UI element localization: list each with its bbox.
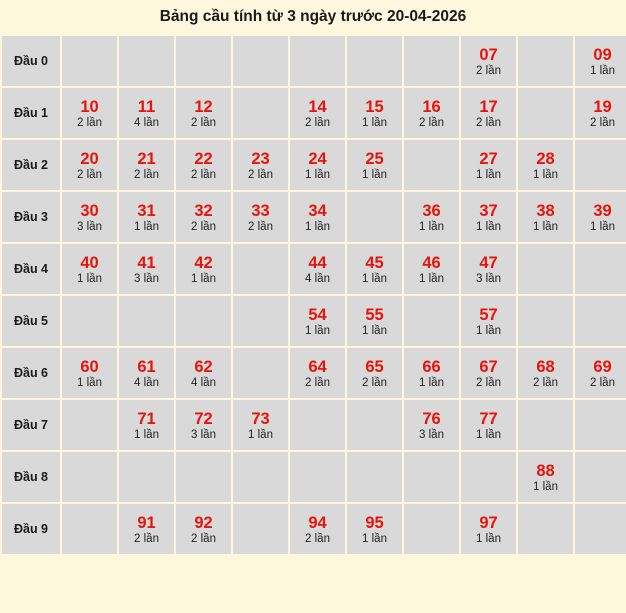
number-cell[interactable] <box>347 140 402 190</box>
page-title: Bảng cầu tính từ 3 ngày trước 20-04-2026 <box>0 0 626 34</box>
cell-count: 1 lần <box>305 221 330 233</box>
number-cell[interactable] <box>404 348 459 398</box>
number-cell[interactable] <box>176 400 231 450</box>
cell-number: 33 <box>251 202 270 220</box>
cell-number: 95 <box>365 514 384 532</box>
number-cell[interactable] <box>176 192 231 242</box>
number-cell[interactable] <box>404 400 459 450</box>
empty-cell <box>233 452 288 502</box>
number-cell[interactable] <box>62 348 117 398</box>
cell-count: 1 lần <box>419 221 444 233</box>
empty-cell <box>518 504 573 554</box>
cell-count: 2 lần <box>248 221 273 233</box>
number-cell[interactable] <box>233 192 288 242</box>
empty-cell <box>518 244 573 294</box>
number-cell[interactable] <box>518 140 573 190</box>
cell-number: 65 <box>365 358 384 376</box>
cell-count: 2 lần <box>305 533 330 545</box>
number-cell[interactable] <box>290 192 345 242</box>
cell-count: 1 lần <box>77 273 102 285</box>
empty-cell <box>176 36 231 86</box>
cell-count: 4 lần <box>305 273 330 285</box>
cell-number: 42 <box>194 254 213 272</box>
number-cell[interactable] <box>119 140 174 190</box>
cell-number: 11 <box>137 98 156 116</box>
number-cell[interactable] <box>290 244 345 294</box>
number-cell[interactable] <box>518 348 573 398</box>
cell-count: 1 lần <box>476 221 501 233</box>
cell-number: 30 <box>80 202 99 220</box>
cell-count: 4 lần <box>134 117 159 129</box>
cell-count: 3 lần <box>77 221 102 233</box>
cell-count: 2 lần <box>590 377 615 389</box>
cell-number: 16 <box>422 98 441 116</box>
number-cell[interactable] <box>119 400 174 450</box>
table-row <box>2 36 626 86</box>
number-cell[interactable] <box>233 140 288 190</box>
empty-cell <box>62 296 117 346</box>
cell-number: 47 <box>479 254 498 272</box>
cell-count: 4 lần <box>134 377 159 389</box>
cell-number: 97 <box>479 514 498 532</box>
cell-number: 36 <box>422 202 441 220</box>
number-cell[interactable] <box>461 192 516 242</box>
empty-cell <box>461 452 516 502</box>
empty-cell <box>290 36 345 86</box>
number-cell[interactable] <box>404 192 459 242</box>
cell-count: 2 lần <box>419 117 444 129</box>
cell-number: 91 <box>137 514 156 532</box>
table-row <box>2 400 626 450</box>
number-cell[interactable] <box>119 192 174 242</box>
cell-count: 3 lần <box>419 429 444 441</box>
cell-count: 1 lần <box>476 169 501 181</box>
row-header: Đầu 8 <box>2 452 60 502</box>
cell-count: 4 lần <box>191 377 216 389</box>
cell-count: 2 lần <box>77 117 102 129</box>
cell-count: 2 lần <box>476 117 501 129</box>
cell-count: 1 lần <box>248 429 273 441</box>
number-cell[interactable] <box>347 296 402 346</box>
number-cell[interactable] <box>461 140 516 190</box>
frequency-table <box>0 34 626 556</box>
cell-number: 57 <box>479 306 498 324</box>
empty-cell <box>404 36 459 86</box>
number-cell[interactable] <box>575 36 626 86</box>
empty-cell <box>119 296 174 346</box>
cell-count: 2 lần <box>305 377 330 389</box>
cell-number: 94 <box>308 514 327 532</box>
empty-cell <box>233 296 288 346</box>
cell-number: 60 <box>80 358 99 376</box>
cell-number: 37 <box>479 202 498 220</box>
cell-number: 73 <box>251 410 270 428</box>
row-header: Đầu 9 <box>2 504 60 554</box>
empty-cell <box>62 452 117 502</box>
number-cell[interactable] <box>347 504 402 554</box>
cell-count: 3 lần <box>476 273 501 285</box>
cell-number: 45 <box>365 254 384 272</box>
cell-count: 1 lần <box>590 65 615 77</box>
cell-count: 2 lần <box>476 65 501 77</box>
cell-count: 1 lần <box>362 325 387 337</box>
cell-count: 2 lần <box>77 169 102 181</box>
empty-cell <box>119 452 174 502</box>
cell-count: 2 lần <box>590 117 615 129</box>
number-cell[interactable] <box>347 348 402 398</box>
cell-count: 2 lần <box>305 117 330 129</box>
number-cell[interactable] <box>290 88 345 138</box>
empty-cell <box>518 296 573 346</box>
number-cell[interactable] <box>176 348 231 398</box>
empty-cell <box>347 36 402 86</box>
number-cell[interactable] <box>176 140 231 190</box>
empty-cell <box>518 88 573 138</box>
cell-number: 92 <box>194 514 213 532</box>
cell-count: 1 lần <box>134 429 159 441</box>
empty-cell <box>575 140 626 190</box>
empty-cell <box>233 348 288 398</box>
cell-count: 1 lần <box>362 117 387 129</box>
row-header: Đầu 2 <box>2 140 60 190</box>
cell-number: 38 <box>536 202 555 220</box>
number-cell[interactable] <box>290 140 345 190</box>
cell-count: 2 lần <box>248 169 273 181</box>
number-cell[interactable] <box>62 140 117 190</box>
cell-number: 54 <box>308 306 327 324</box>
number-cell[interactable] <box>176 88 231 138</box>
cell-count: 3 lần <box>191 429 216 441</box>
empty-cell <box>404 504 459 554</box>
table-row <box>2 452 626 502</box>
cell-number: 07 <box>479 46 498 64</box>
table-row <box>2 88 626 138</box>
empty-cell <box>62 504 117 554</box>
cell-number: 15 <box>365 98 384 116</box>
row-header: Đầu 5 <box>2 296 60 346</box>
cell-number: 31 <box>137 202 156 220</box>
cell-number: 32 <box>194 202 213 220</box>
empty-cell <box>176 452 231 502</box>
empty-cell <box>347 192 402 242</box>
number-cell[interactable] <box>461 88 516 138</box>
cell-count: 1 lần <box>476 429 501 441</box>
cell-count: 1 lần <box>533 169 558 181</box>
number-cell[interactable] <box>518 452 573 502</box>
cell-number: 68 <box>536 358 555 376</box>
empty-cell <box>62 400 117 450</box>
cell-count: 2 lần <box>191 117 216 129</box>
number-cell[interactable] <box>119 504 174 554</box>
table-row <box>2 504 626 554</box>
number-cell[interactable] <box>461 400 516 450</box>
empty-cell <box>233 36 288 86</box>
number-cell[interactable] <box>62 244 117 294</box>
cell-count: 3 lần <box>134 273 159 285</box>
number-cell[interactable] <box>119 244 174 294</box>
number-cell[interactable] <box>62 192 117 242</box>
cell-count: 1 lần <box>590 221 615 233</box>
cell-count: 1 lần <box>419 377 444 389</box>
number-cell[interactable] <box>461 348 516 398</box>
table-row <box>2 296 626 346</box>
cell-number: 72 <box>194 410 213 428</box>
cell-number: 10 <box>80 98 99 116</box>
empty-cell <box>119 36 174 86</box>
empty-cell <box>404 296 459 346</box>
cell-number: 28 <box>536 150 555 168</box>
cell-count: 2 lần <box>476 377 501 389</box>
cell-number: 09 <box>593 46 612 64</box>
cell-number: 25 <box>365 150 384 168</box>
cell-number: 67 <box>479 358 498 376</box>
cell-count: 1 lần <box>305 325 330 337</box>
number-cell[interactable] <box>575 192 626 242</box>
cell-count: 2 lần <box>533 377 558 389</box>
cell-number: 24 <box>308 150 327 168</box>
cell-number: 41 <box>137 254 156 272</box>
cell-number: 64 <box>308 358 327 376</box>
empty-cell <box>347 452 402 502</box>
number-cell[interactable] <box>347 88 402 138</box>
number-cell[interactable] <box>404 88 459 138</box>
number-cell[interactable] <box>62 88 117 138</box>
number-cell[interactable] <box>290 348 345 398</box>
empty-cell <box>290 400 345 450</box>
cell-count: 1 lần <box>191 273 216 285</box>
cell-count: 1 lần <box>362 273 387 285</box>
cell-count: 1 lần <box>419 273 444 285</box>
cell-count: 1 lần <box>476 533 501 545</box>
number-cell[interactable] <box>290 504 345 554</box>
number-cell[interactable] <box>461 296 516 346</box>
cell-number: 34 <box>308 202 327 220</box>
table-row <box>2 140 626 190</box>
cell-number: 66 <box>422 358 441 376</box>
empty-cell <box>404 452 459 502</box>
empty-cell <box>518 36 573 86</box>
number-cell[interactable] <box>347 244 402 294</box>
cell-count: 2 lần <box>134 533 159 545</box>
cell-number: 62 <box>194 358 213 376</box>
number-cell[interactable] <box>233 400 288 450</box>
row-header: Đầu 1 <box>2 88 60 138</box>
row-header: Đầu 6 <box>2 348 60 398</box>
cell-number: 44 <box>308 254 327 272</box>
number-cell[interactable] <box>176 244 231 294</box>
empty-cell <box>575 452 626 502</box>
row-header: Đầu 3 <box>2 192 60 242</box>
table-row <box>2 244 626 294</box>
cell-count: 2 lần <box>134 169 159 181</box>
cell-count: 1 lần <box>476 325 501 337</box>
cell-number: 69 <box>593 358 612 376</box>
empty-cell <box>233 244 288 294</box>
cell-number: 19 <box>593 98 612 116</box>
cell-count: 1 lần <box>533 481 558 493</box>
cell-number: 20 <box>80 150 99 168</box>
cell-number: 27 <box>479 150 498 168</box>
number-cell[interactable] <box>461 504 516 554</box>
empty-cell <box>62 36 117 86</box>
cell-number: 12 <box>194 98 213 116</box>
row-header: Đầu 4 <box>2 244 60 294</box>
number-cell[interactable] <box>290 296 345 346</box>
empty-cell <box>575 400 626 450</box>
empty-cell <box>575 504 626 554</box>
cell-count: 2 lần <box>191 221 216 233</box>
cell-count: 1 lần <box>134 221 159 233</box>
cell-count: 1 lần <box>362 169 387 181</box>
cell-number: 77 <box>479 410 498 428</box>
number-cell[interactable] <box>575 88 626 138</box>
cell-number: 88 <box>536 462 555 480</box>
cell-number: 61 <box>137 358 156 376</box>
cell-number: 21 <box>137 150 156 168</box>
empty-cell <box>233 88 288 138</box>
number-cell[interactable] <box>575 348 626 398</box>
cell-count: 2 lần <box>191 533 216 545</box>
empty-cell <box>575 244 626 294</box>
empty-cell <box>347 400 402 450</box>
cell-number: 23 <box>251 150 270 168</box>
table-row <box>2 348 626 398</box>
empty-cell <box>233 504 288 554</box>
cell-count: 2 lần <box>362 377 387 389</box>
row-header: Đầu 7 <box>2 400 60 450</box>
cell-count: 1 lần <box>77 377 102 389</box>
number-cell[interactable] <box>404 244 459 294</box>
row-header: Đầu 0 <box>2 36 60 86</box>
cell-count: 1 lần <box>362 533 387 545</box>
number-cell[interactable] <box>461 36 516 86</box>
empty-cell <box>518 400 573 450</box>
empty-cell <box>176 296 231 346</box>
cell-number: 39 <box>593 202 612 220</box>
cell-number: 71 <box>137 410 156 428</box>
empty-cell <box>404 140 459 190</box>
cell-count: 1 lần <box>305 169 330 181</box>
cell-number: 17 <box>479 98 498 116</box>
empty-cell <box>290 452 345 502</box>
cell-count: 2 lần <box>191 169 216 181</box>
cell-number: 46 <box>422 254 441 272</box>
number-cell[interactable] <box>518 192 573 242</box>
cell-number: 14 <box>308 98 327 116</box>
number-cell[interactable] <box>119 88 174 138</box>
table-row <box>2 192 626 242</box>
number-cell[interactable] <box>461 244 516 294</box>
cell-number: 76 <box>422 410 441 428</box>
number-cell[interactable] <box>119 348 174 398</box>
empty-cell <box>575 296 626 346</box>
cell-number: 40 <box>80 254 99 272</box>
cell-number: 55 <box>365 306 384 324</box>
cell-number: 22 <box>194 150 213 168</box>
cell-count: 1 lần <box>533 221 558 233</box>
number-cell[interactable] <box>176 504 231 554</box>
